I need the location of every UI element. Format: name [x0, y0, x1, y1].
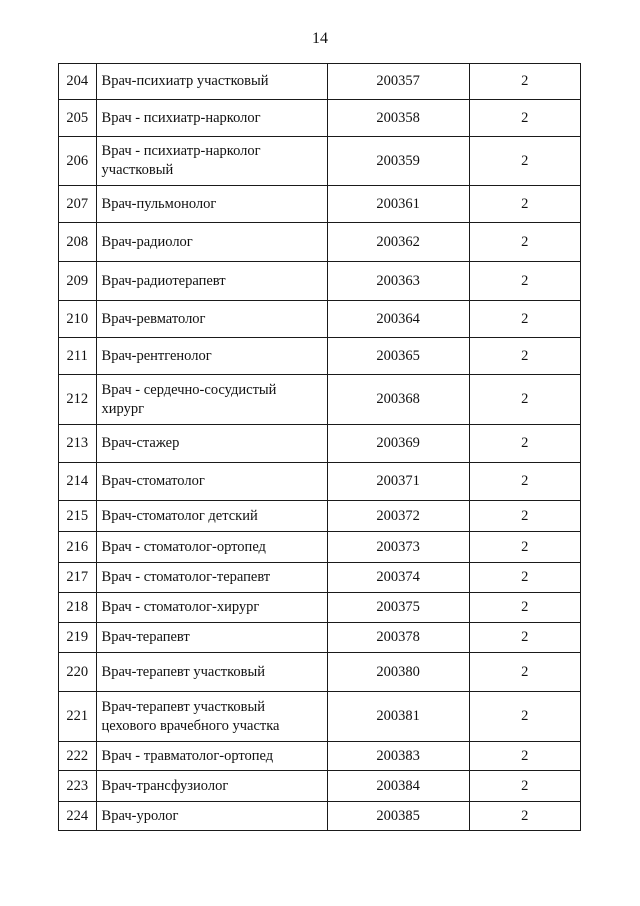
qualification-level: 2	[469, 100, 580, 137]
specialty-name: Врач - психиатр-нарколог участковый	[96, 137, 327, 186]
qualification-level: 2	[469, 425, 580, 463]
table-row	[59, 375, 581, 425]
specialty-name: Врач-радиотерапевт	[96, 262, 327, 301]
qualification-level: 2	[469, 623, 580, 653]
row-number: 224	[59, 802, 97, 831]
qualification-level: 2	[469, 338, 580, 375]
qualification-level: 2	[469, 501, 580, 532]
specialty-code: 200369	[327, 425, 469, 463]
specialty-name: Врач-терапевт участковый цехового врачебного участка	[96, 692, 327, 742]
specialty-code: 200362	[327, 223, 469, 262]
specialty-name: Врач-ревматолог	[96, 301, 327, 338]
table-row	[59, 463, 581, 501]
specialty-code: 200359	[327, 137, 469, 186]
table-row	[59, 100, 581, 137]
qualification-level: 2	[469, 301, 580, 338]
specialty-name: Врач - стоматолог-хирург	[96, 593, 327, 623]
row-number: 218	[59, 593, 97, 623]
table-row	[59, 623, 581, 653]
table-row	[59, 563, 581, 593]
specialty-code: 200365	[327, 338, 469, 375]
table-row	[59, 64, 581, 100]
specialty-name: Врач-терапевт	[96, 623, 327, 653]
specialty-table	[58, 63, 581, 831]
specialty-name: Врач-рентгенолог	[96, 338, 327, 375]
specialty-name: Врач-стоматолог детский	[96, 501, 327, 532]
row-number: 208	[59, 223, 97, 262]
specialty-code: 200375	[327, 593, 469, 623]
qualification-level: 2	[469, 653, 580, 692]
specialty-code: 200363	[327, 262, 469, 301]
specialty-name: Врач-уролог	[96, 802, 327, 831]
row-number: 221	[59, 692, 97, 742]
row-number: 205	[59, 100, 97, 137]
row-number: 211	[59, 338, 97, 375]
specialty-code: 200372	[327, 501, 469, 532]
table-row	[59, 223, 581, 262]
table-row	[59, 301, 581, 338]
table-row	[59, 338, 581, 375]
specialty-code: 200378	[327, 623, 469, 653]
qualification-level: 2	[469, 692, 580, 742]
table-row	[59, 137, 581, 186]
table-row	[59, 692, 581, 742]
specialty-name: Врач-стоматолог	[96, 463, 327, 501]
table-row	[59, 186, 581, 223]
qualification-level: 2	[469, 463, 580, 501]
row-number: 212	[59, 375, 97, 425]
specialty-code: 200383	[327, 742, 469, 771]
qualification-level: 2	[469, 64, 580, 100]
specialty-code: 200361	[327, 186, 469, 223]
qualification-level: 2	[469, 742, 580, 771]
table-row	[59, 532, 581, 563]
specialty-name: Врач - стоматолог-терапевт	[96, 563, 327, 593]
row-number: 215	[59, 501, 97, 532]
specialty-name: Врач - травматолог-ортопед	[96, 742, 327, 771]
table-row	[59, 802, 581, 831]
row-number: 216	[59, 532, 97, 563]
qualification-level: 2	[469, 563, 580, 593]
table-row	[59, 262, 581, 301]
row-number: 213	[59, 425, 97, 463]
row-number: 220	[59, 653, 97, 692]
specialty-name: Врач - психиатр-нарколог	[96, 100, 327, 137]
specialty-code: 200357	[327, 64, 469, 100]
qualification-level: 2	[469, 375, 580, 425]
specialty-code: 200364	[327, 301, 469, 338]
specialty-code: 200384	[327, 771, 469, 802]
qualification-level: 2	[469, 186, 580, 223]
row-number: 223	[59, 771, 97, 802]
specialty-name: Врач-терапевт участковый	[96, 653, 327, 692]
table-row	[59, 771, 581, 802]
specialty-code: 200373	[327, 532, 469, 563]
specialty-name: Врач-стажер	[96, 425, 327, 463]
page-number: 14	[312, 30, 328, 47]
specialty-code: 200380	[327, 653, 469, 692]
qualification-level: 2	[469, 223, 580, 262]
specialty-name: Врач - стоматолог-ортопед	[96, 532, 327, 563]
qualification-level: 2	[469, 137, 580, 186]
table-row	[59, 742, 581, 771]
row-number: 207	[59, 186, 97, 223]
specialty-code: 200381	[327, 692, 469, 742]
row-number: 222	[59, 742, 97, 771]
row-number: 210	[59, 301, 97, 338]
specialty-code: 200371	[327, 463, 469, 501]
row-number: 217	[59, 563, 97, 593]
specialty-name: Врач - сердечно-сосудистый хирург	[96, 375, 327, 425]
specialty-name: Врач-психиатр участковый	[96, 64, 327, 100]
table-row	[59, 425, 581, 463]
qualification-level: 2	[469, 802, 580, 831]
row-number: 209	[59, 262, 97, 301]
table-row	[59, 501, 581, 532]
table-row	[59, 653, 581, 692]
row-number: 219	[59, 623, 97, 653]
specialty-name: Врач-радиолог	[96, 223, 327, 262]
specialty-code: 200385	[327, 802, 469, 831]
qualification-level: 2	[469, 593, 580, 623]
specialty-name: Врач-пульмонолог	[96, 186, 327, 223]
specialty-code: 200358	[327, 100, 469, 137]
row-number: 214	[59, 463, 97, 501]
specialty-code: 200368	[327, 375, 469, 425]
qualification-level: 2	[469, 771, 580, 802]
qualification-level: 2	[469, 532, 580, 563]
row-number: 206	[59, 137, 97, 186]
row-number: 204	[59, 64, 97, 100]
qualification-level: 2	[469, 262, 580, 301]
specialty-code: 200374	[327, 563, 469, 593]
table-row	[59, 593, 581, 623]
specialty-name: Врач-трансфузиолог	[96, 771, 327, 802]
